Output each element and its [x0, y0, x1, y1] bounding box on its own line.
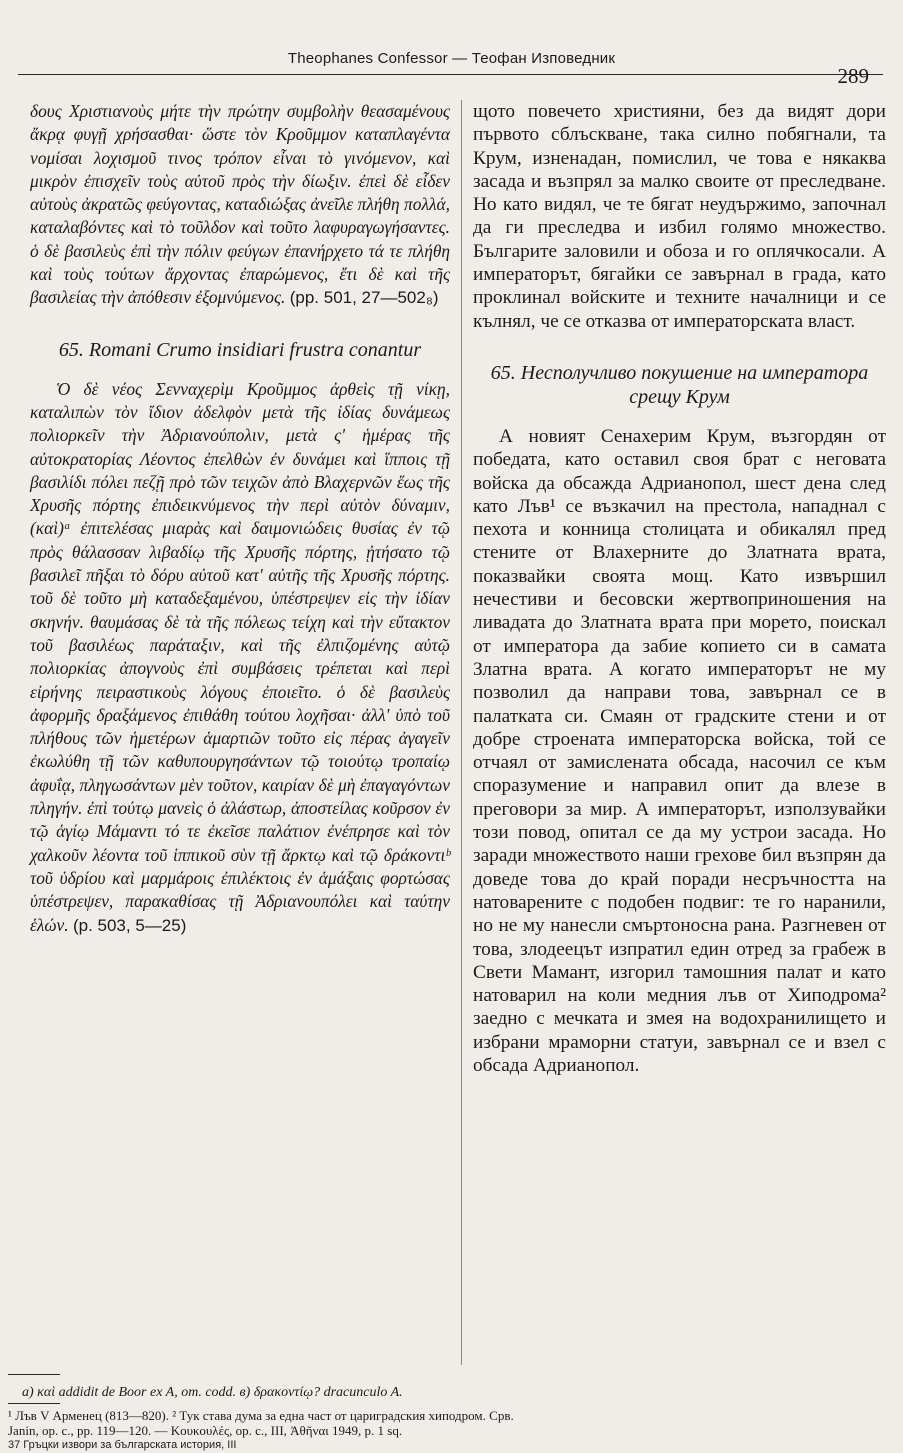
bulgarian-paragraph-2: А новият Сенахерим Крум, възгордян от победата, като оставил своя брат с неговата войска да обсажда Адрианопол, шест дена след като Лъв¹ се възкачил на престола, нападнал с пехота и конница столицата и обикалял пред стените от Влахерните до Златната врата, показвайки своята мощ. Като извършил нечестиви и бесовски жертвоприношения на ливадата до Златната врата при морето, поискал от императора да забие копието си в самата Златна врата. А когато императорът не му позволил да направи това, завърнал се в палатката си. Смаян от градските стени и от добре строената императорска войска, той се отчаял от замислената обсада, насочил се към споразумение и направил опит да влезе в преговори за мир. А императорът, използувайки този повод, опитал се да му устрои засада. Но заради множеството наши грехове бил възпрян да доведе това до край поради несръчността на натоварените с подобен подвиг: те го наранили, но не му нанесли смъртоносна рана. Разгневен от това, злодеецът изпратил един отред за грабеж в Свети Мамант, изгорил тамошния палат и като натоварил на коли медния лъв от Хиподрома² заедно с мечката и змея на водохранилището и избрани мраморни статуи, завърнал се и взел с обсада Адрианопол.: [473, 425, 886, 1076]
footnote-line-1: ¹ Лъв V Арменец (813—820). ² Тук става дума за една част от цариградския хиподром. Срв.: [8, 1408, 514, 1423]
latin-section-title: 65. Romani Crumo insidiari frustra conantur: [58, 338, 422, 361]
footnote-line-2: Janin, op. c., pp. 119—120. — Κουκουλές, op. c., III, Ἀθῆναι 1949, p. 1 sq.: [8, 1423, 403, 1438]
apparatus-rule: [8, 1374, 60, 1375]
header-rule: [18, 74, 883, 75]
greek-column: [30, 100, 450, 937]
printer-signature: 37 Гръцки извори за българската история, III: [8, 1439, 237, 1451]
running-head: Theophanes Confessor — Теофан Изповедник: [287, 50, 616, 67]
greek-text-1: δους Χριστιανοὺς μήτε τὴν πρώτην συμβολὴν θεασαμένους ἄκρᾳ φυγῇ χρήσασθαι· ὥστε τὸν Κροῦμμον καταπλαγέντα νομίσαι λοχισμοῦ τινος τρόπον εἶναι τὸ γινόμενον, καὶ μικρὸν ἐπισχεῖν τοὺς αὐτοῦ πρὸς τὴν δίωξιν. ἐπεὶ δὲ εἶδεν αὐτοὺς ἀκρατῶς φεύγοντας, καταδιώξας ἀνεῖλε πλήθη πολλά, καταλαβόντες καὶ τὸ τοῦλδον καὶ τοῦτο λαφυραγωγήσαντες. ὁ δὲ βασιλεὺς ἐπὶ τὴν πόλιν φεύγων ἐπανήρχετο τά τε πλήθη καὶ τοὺς τούτων ἄρχοντας ἐπαρώμενος, ἔτι δὲ καὶ τῆς βασιλείας τὴν ἀπόθεσιν ἐξομνύμενος.: [30, 101, 450, 308]
footnotes: [8, 1408, 888, 1453]
greek-paragraph-1: [30, 100, 450, 310]
greek-paragraph-2: [30, 378, 450, 937]
greek-reference-1: (pp. 501, 27—502₈): [289, 288, 439, 308]
footnote-rule: [8, 1403, 60, 1404]
critical-apparatus: а) καὶ addidit de Boor ex A, om. codd. в) δρακοντίῳ? dracunculo A.: [22, 1385, 403, 1400]
greek-reference-2: (p. 503, 5—25): [72, 915, 187, 935]
column-divider: [461, 100, 462, 1365]
bulgarian-paragraph-1: щото повечето християни, без да видят дори първото сблъскване, така силно побягнали, та Крум, изненадан, помислил, че това е някаква засада и възпрял за малко своите от преследване. Но като видял, че те бягат неудържимо, започнал да ги преследва и избил голямо множество. Българите заловили и обоза и го оплячкосали. А императорът, бягайки се завърнал в града, като проклинал войските и техните началници и се кълнял, че се отказва от императорската власт.: [473, 101, 886, 332]
bulgarian-column: [473, 100, 886, 1077]
page-number: 289: [837, 64, 869, 88]
greek-text-2: Ὁ δὲ νέος Σενναχερὶμ Κροῦμμος ἀρθεὶς τῇ νίκῃ, καταλιπὼν τὸν ἴδιον ἀδελφὸν μετὰ τῆς ἰδίας δυνάμεως πολιορκεῖν τὴν Ἀδριανούπολιν, μετὰ ς' ἡμέρας τῆς αὐτοκρατορίας Λέοντος ἐπελθὼν ἐν δυνάμει καὶ ἵπποις τῇ βασιλίδι πόλει πεζῇ πρὸ τῶν τειχῶν ἀπὸ Βλαχερνῶν ἕως τῆς Χρυσῆς πόρτης ἐπιδεικνύμενος τὴν περὶ αὐτὸν δύναμιν, (καὶ)ᵃ ἐπιτελέσας μιαρὰς καὶ δαιμονιώδεις θυσίας ἐν τῷ πρὸς θάλασσαν λιβαδίῳ τῆς Χρυσῆς πόρτης, ᾐτήσατο τῷ βασιλεῖ πῆξαι τὸ δόρυ αὐτοῦ κατ' αὐτῆς τῆς Χρυσῆς πόρτης. τοῦ δὲ τοῦτο μὴ καταδεξαμένου, ὑπέστρεψεν εἰς τὴν ἰδίαν σκηνήν. θαυμάσας δὲ τὰ τῆς πόλεως τείχη καὶ τὴν εὔτακτον τοῦ βασιλέως παράταξιν, καὶ τῆς ἐλπιζομένης αὐτῷ πολιορκίας ἀπογνοὺς ἐπὶ συμβάσεις τρέπεται καὶ περὶ εἰρήνης πειραστικοὺς λόγους ἐποιεῖτο. ὁ δὲ βασιλεὺς ἀφορμῆς δραξάμενος ἐπιθάθη τούτου λοχῆσαι· ἀλλ' ὑπὸ τοῦ πλήθους τῶν ἡμετέρων ἁμαρτιῶν τοῦτο εἰς πέρας ἀγαγεῖν ἐκωλύθη τῇ τῶν καθυπουργησάντων τῷ τοιούτῳ τροπαίῳ ἀφυΐᾳ, πληγωσάντων μὲν τοῦτον, καιρίαν δὲ μὴ ἐπαγαγόντων πληγήν. ἐπὶ τούτῳ μανεὶς ὁ ἀλάστωρ, ἀποστείλας κοῦρσον ἐν τῷ ἁγίῳ Μάμαντι τό τε ἐκεῖσε παλάτιον ἐνέπρησε καὶ τὸν χαλκοῦν λέοντα τοῦ ἱππικοῦ σὺν τῇ ἄρκτῳ καὶ τῷ δράκοντιᵇ τοῦ ὑδρίου καὶ μαρμάροις ἐπιλέκτοις ἐν ἁμάξαις φορτώσας ὑπέστρεψεν, παρακαθίσας τῇ Ἀδριανουπόλει καὶ ταύτην ἑλών.: [30, 378, 450, 935]
bulgarian-section-title: 65. Несполучливо покушение на императора срещу Крум: [490, 361, 869, 408]
